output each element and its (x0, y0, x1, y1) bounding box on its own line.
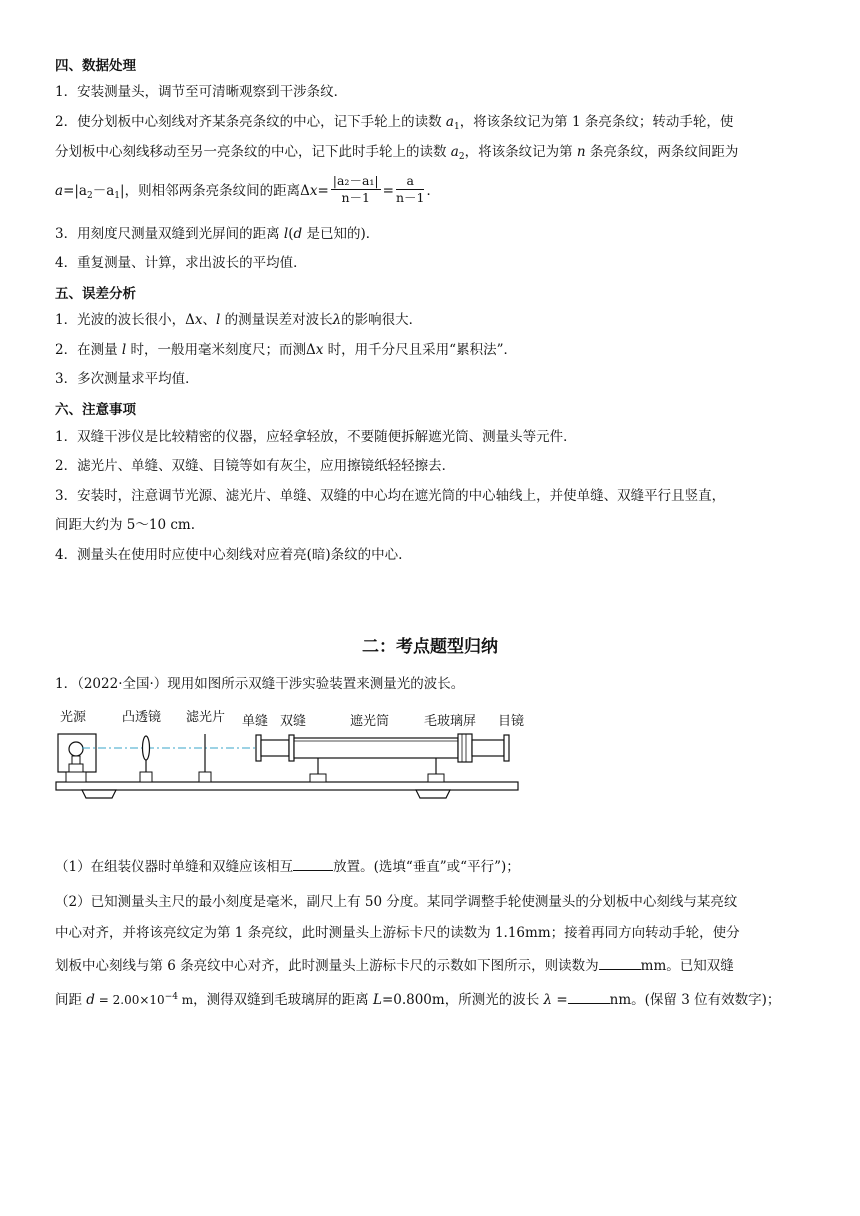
precaution-2-text: 2．滤光片、单缝、双缝、目镜等如有灰尘，应用擦镜纸轻轻擦去． (55, 458, 456, 474)
lens-holder (140, 772, 152, 782)
label-lens: 凸透镜 (122, 710, 162, 725)
step-2-line-2: 分划板中心刻线移动至另一亮条纹的中心，记下此时手轮上的读数 $a_2$，将该条纹记为第 n 条亮条纹，两条纹间距为 (55, 144, 739, 162)
tube-support-left (310, 774, 326, 782)
precaution-1-text: 1．双缝干涉仪是比较精密的仪器，应轻拿轻放，不要随便拆解遮光筒、测量头等元件． (55, 429, 577, 445)
question-1-part-2-line-2: 中心对齐，并将该亮纹定为第 1 条亮纹，此时测量头上游标卡尺的读数为 1.16mm；接着再同方向转动手轮，使分 (55, 925, 740, 941)
section-title: 二：考点题型归纳 (362, 637, 498, 657)
label-light-source: 光源 (60, 710, 87, 725)
slit-holder-tube (261, 740, 289, 756)
filter-holder (199, 772, 211, 782)
foot-left (82, 790, 116, 798)
label-filter: 滤光片 (186, 710, 226, 725)
fraction-1: $\frac{\text{|a₂－a₁|}}{n-1}$ (332, 173, 379, 205)
question-1-part-2-line-3: 划板中心刻线与第 6 条亮纹中心对齐，此时测量头上游标卡尺的示数如下图所示，则读数为 mm。已知双缝 (55, 955, 810, 976)
bulb-icon (69, 742, 83, 756)
section-heading-data-processing: 四、数据处理 (55, 58, 136, 74)
question-1-part-2-line-1: （2）已知测量头主尺的最小刻度是毫米，副尺上有 50 分度。某同学调整手轮使测量头的分划板中心刻线与某亮纹 (55, 894, 738, 910)
step-1-text: 1．安装测量头，调节至可清晰观察到干涉条纹． (55, 84, 348, 100)
frosted-screen (458, 734, 472, 762)
error-1-text: 1．光波的波长很小，Δx、l 的测量误差对波长λ的影响很大． (55, 312, 423, 328)
eyepiece-tube (472, 740, 504, 756)
precaution-3-line-2: 间距大约为 5～10 cm. (55, 517, 196, 533)
step-3-text: 3．用刻度尺测量双缝到光屏间的距离 l(d 是已知的)． (55, 226, 380, 242)
question-1-stem: 1．（2022·全国·）现用如图所示双缝干涉实验装置来测量光的波长。 (55, 676, 465, 692)
label-eyepiece: 目镜 (498, 714, 525, 729)
error-3-text: 3．多次测量求平均值． (55, 371, 199, 387)
answer-blank-1[interactable] (293, 856, 333, 871)
label-double-slit: 双缝 (280, 714, 307, 729)
single-slit (256, 735, 261, 761)
answer-blank-2[interactable] (599, 955, 641, 970)
step-2-line-1: 2．使分划板中心刻线对齐某条亮条纹的中心，记下手轮上的读数 $a_1$，将该条纹记为第 1 条亮条纹；转动手轮，使 (55, 114, 734, 132)
section-heading-error-analysis: 五、误差分析 (55, 286, 136, 302)
base-rail (56, 782, 518, 790)
tube-support-right (428, 774, 444, 782)
error-2-text: 2．在测量 l 时，一般用毫米刻度尺；而测Δx 时，用千分尺且采用“累积法”． (55, 342, 517, 358)
precaution-3-line-1: 3．安装时，注意调节光源、滤光片、单缝、双缝的中心均在遮光筒的中心轴线上，并使单缝、双缝平行且竖直， (55, 488, 726, 504)
label-screen: 毛玻璃屏 (424, 714, 477, 729)
lamp-foot (66, 772, 86, 782)
lamp-stand (69, 764, 83, 772)
label-tube: 遮光筒 (350, 714, 390, 729)
foot-right (416, 790, 450, 798)
answer-blank-3[interactable] (568, 989, 610, 1004)
convex-lens (143, 736, 150, 760)
question-1-part-2-line-4: 间距 $d = 2.00\times 10^{-4}$ m，测得双缝到毛玻璃屏的距离 L=0.800m，所测光的波长 λ = nm。(保留 3 位有效数字)； (55, 987, 810, 1010)
double-slit-apparatus-diagram (52, 702, 532, 812)
eyepiece (504, 735, 509, 761)
step-2-formula-line: $a=|a_2-a_1|$，则相邻两条亮条纹间的距离Δx= $\frac{\text{|a₂－a₁|}}{n-1}$ = $\frac{a}{n-1}$ ． (55, 173, 440, 205)
label-single-slit: 单缝 (242, 714, 269, 729)
double-slit (289, 735, 294, 761)
precaution-4-text: 4．测量头在使用时应使中心刻线对应着亮(暗)条纹的中心. (55, 547, 403, 563)
question-1-part-1: （1）在组装仪器时单缝和双缝应该相互 放置。(选填“垂直”或“平行”)； (55, 856, 810, 877)
step-4-text: 4．重复测量、计算，求出波长的平均值． (55, 255, 307, 271)
fraction-2: $\frac{a}{n-1}$ (395, 173, 425, 205)
bulb-base (72, 756, 80, 764)
section-heading-precautions: 六、注意事项 (55, 402, 136, 418)
